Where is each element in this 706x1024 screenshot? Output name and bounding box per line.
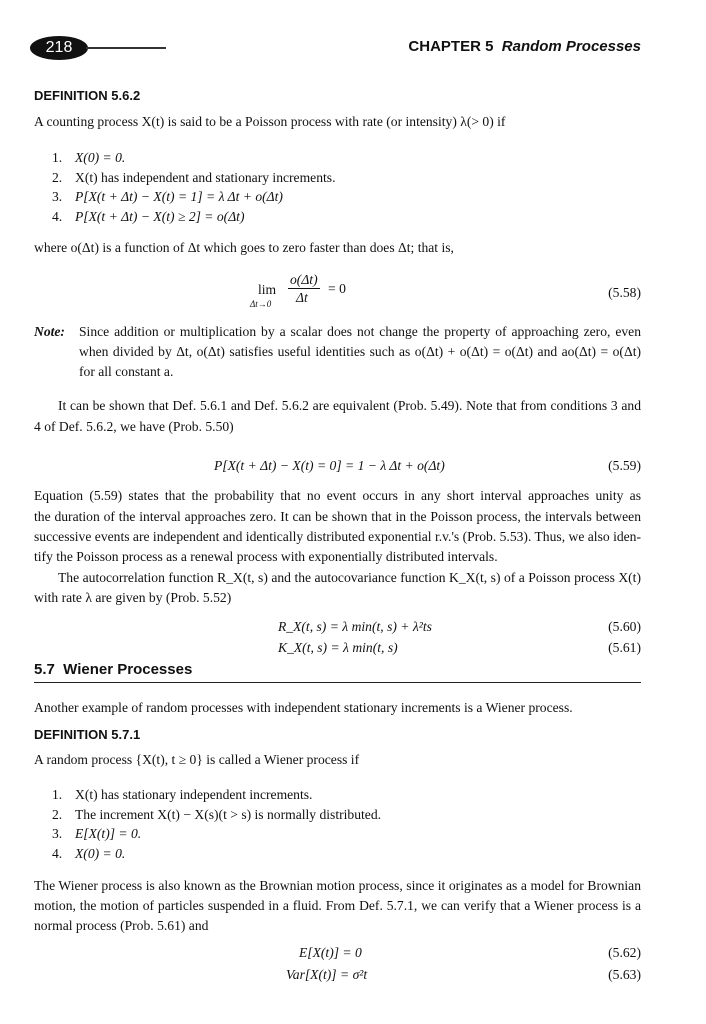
list-item (0, 189, 706, 209)
equation-5-63: Var[X(t)] = σ²t (286, 967, 368, 982)
fraction-denominator: Δt (296, 290, 308, 305)
list-item (0, 826, 706, 846)
paragraph-line: It can be shown that Def. 5.6.1 and Def. 5.6.2 are equivalent (Prob. 5.49). Note that from conditions 3 and (58, 398, 641, 413)
item-text: X(0) = 0. (75, 150, 126, 165)
item-number: 1. (52, 150, 63, 165)
equation-number: (5.58) (608, 285, 641, 300)
paragraph-line: tify the Poisson process as a renewal process with exponentially distributed intervals. (34, 549, 498, 564)
note-label: Note: (34, 324, 65, 339)
list-item (0, 807, 706, 827)
definition-heading: DEFINITION 5.6.2 (34, 88, 141, 103)
fraction-numerator: o(Δt) (290, 272, 318, 287)
paragraph-line: normal process (Prob. 5.61) and (34, 918, 209, 933)
item-number: 1. (52, 787, 63, 802)
item-number: 2. (52, 806, 63, 822)
item-number: 3. (52, 826, 63, 841)
equation-number: (5.63) (608, 967, 641, 982)
item-text: X(t) has independent and stationary increments. (75, 169, 336, 185)
definition-list (0, 150, 706, 228)
item-number: 2. (52, 169, 63, 185)
list-item (0, 170, 706, 190)
definition-heading: DEFINITION 5.7.1 (34, 727, 141, 742)
equation-rhs: = 0 (328, 281, 346, 296)
paragraph-line: with rate λ are given by (Prob. 5.52) (34, 590, 232, 605)
item-text: P[X(t + Δt) − X(t) = 1] = λ Δt + o(Δt) (75, 189, 283, 204)
paragraph-line: 4 of Def. 5.6.2, we have (Prob. 5.50) (34, 419, 234, 434)
item-text: X(t) has stationary independent increments. (75, 787, 313, 802)
equation-number: (5.59) (608, 458, 641, 473)
equation-5-62: E[X(t)] = 0 (299, 945, 362, 960)
item-number: 3. (52, 189, 63, 204)
equation-number: (5.61) (608, 640, 641, 655)
lim-subscript: Δt→0 (250, 299, 272, 309)
equation-5-59: P[X(t + Δt) − X(t) = 0] = 1 − λ Δt + o(Δt) (214, 458, 445, 473)
definition-intro: A random process {X(t), t ≥ 0} is called a Wiener process if (34, 752, 360, 767)
list-item (0, 787, 706, 807)
section-rule (34, 682, 641, 683)
item-text: The increment X(t) − X(s)(t > s) is normally distributed. (75, 806, 382, 822)
header-rule (86, 47, 166, 49)
definition-intro: A counting process X(t) is said to be a Poisson process with rate (or intensity) λ(> 0) if (34, 114, 506, 129)
list-item (0, 150, 706, 170)
page-number-badge: 218 (30, 36, 88, 60)
item-text: X(0) = 0. (75, 845, 126, 861)
item-number: 4. (52, 208, 63, 224)
paragraph-line: The autocorrelation function R_X(t, s) and the autocovariance function K_X(t, s) of a Poisson process X(t) (58, 570, 641, 585)
definition-list (0, 787, 706, 865)
equation-number: (5.60) (608, 619, 641, 634)
equation-5-61: K_X(t, s) = λ min(t, s) (278, 640, 398, 655)
equation-5-60: R_X(t, s) = λ min(t, s) + λ²ts (278, 619, 432, 634)
item-number: 4. (52, 845, 63, 861)
paragraph-line: The Wiener process is also known as the Brownian motion process, since it originates as a model for Brownian (34, 878, 641, 893)
lim: lim (258, 282, 277, 297)
chapter-title: Random Processes (501, 38, 641, 55)
list-item (0, 209, 706, 229)
item-text: P[X(t + Δt) − X(t) ≥ 2] = o(Δt) (75, 208, 245, 224)
paragraph-line: motion, the motion of particles suspended in a fluid. From Def. 5.7.1, we can verify that a Wiener process is a (34, 898, 641, 913)
paragraph: Another example of random processes with independent stationary increments is a Wiener process. (34, 700, 573, 715)
list-item (0, 846, 706, 866)
note-line: Since addition or multiplication by a scalar does not change the property of approaching zero, even (79, 324, 641, 339)
note-line: for all constant a. (79, 364, 174, 379)
running-header (408, 38, 641, 55)
section-heading: 5.7 Wiener Processes (34, 661, 193, 678)
chapter-number: CHAPTER 5 (408, 38, 494, 55)
paragraph-line: Equation (5.59) states that the probability that no event occurs in any short interval approaches unity as (34, 488, 641, 503)
paragraph-line: the duration of the interval approaches zero. It can be shown that in the Poisson process, the intervals between (34, 509, 641, 524)
item-text: E[X(t)] = 0. (75, 826, 142, 841)
paragraph-line: successive events are independent and identically distributed exponential r.v.'s (Prob. 5.53). Thus, we also iden- (34, 529, 641, 544)
paragraph: where o(Δt) is a function of Δt which goes to zero faster than does Δt; that is, (34, 240, 454, 255)
equation-number: (5.62) (608, 945, 641, 960)
note-line: when divided by Δt, o(Δt) satisfies useful identities such as o(Δt) + o(Δt) = o(Δt) and ao(Δt) = o(Δt) (79, 344, 641, 359)
equation-5-58 (250, 270, 370, 310)
